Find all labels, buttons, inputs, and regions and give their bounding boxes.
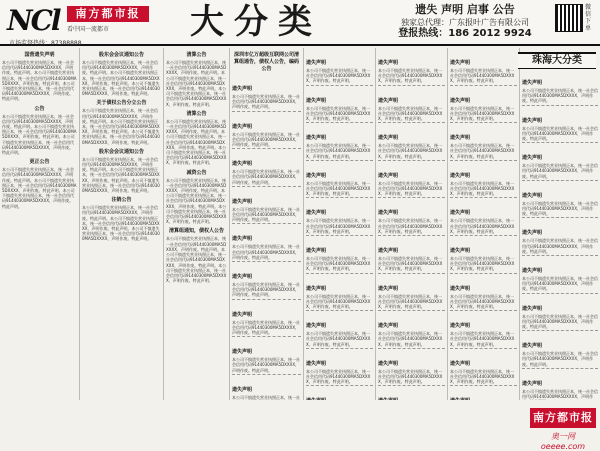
notice-text: 本公司不慎遗失营业执照正本，统一社会信用代码91440300MA5DXXXX，声明作废。特此声明。: [306, 218, 371, 234]
footer-logo: 南方都市报: [530, 408, 596, 428]
notice-item: [306, 48, 373, 86]
notice-item: [232, 300, 301, 338]
notice-item: [450, 86, 517, 124]
notice-text: 本公司不慎遗失营业执照正本，统一社会信用代码91440300MA5DXXXX，声明作废。特此声明。: [522, 313, 598, 330]
section-heading: 关于债权公告分立公告: [96, 100, 147, 107]
notice-item: [450, 198, 517, 236]
body-text: 本公司不慎遗失营业执照正本，统一社会信用代码91440300MA5DXXXX，声明作废。特此声明。本公司不慎遗失营业执照正本，统一社会信用代码91440300MA5DXXXX，声明作废。特此声明。本公司不慎遗失营业执照正本，统一社会信用代码91440300MA5DXXXX，声明作废。特此声明。: [2, 113, 77, 156]
notice-item: [378, 198, 445, 236]
notice-item: [522, 369, 598, 400]
notice-item: [306, 349, 373, 387]
notice-label: 遗失声明: [450, 360, 471, 367]
notice-text: 本公司不慎遗失营业执照正本，统一社会信用代码91440300MA5DXXXX，声明作废。特此声明。: [306, 143, 371, 159]
notice-list: [306, 48, 373, 400]
logo-name: 南方都市报: [67, 6, 149, 22]
body-text: 本公司不慎遗失营业执照正本，统一社会信用代码91440300MA5DXXXX，声明作废。特此声明。本公司不慎遗失营业执照正本，统一社会信用代码91440300MA5DXXXX，声明作废。特此声明。本公司不慎遗失营业执照正本，统一社会信用代码91440300MA5DXXXX，声明作废。特此声明。: [166, 60, 227, 107]
column-8: [520, 48, 600, 400]
agent-info: [385, 3, 545, 40]
notice-text: 本公司不慎遗失营业执照正本，统一社会信用代码91440300MA5DXXXX，声明作废。特此声明。: [522, 163, 598, 179]
notice-label: 遗失声明: [378, 323, 399, 330]
notice-item: [306, 274, 373, 312]
notice-label: 遗失声明: [306, 172, 327, 179]
notice-list: [232, 74, 301, 400]
section-heading: 股东会会议通知公告: [98, 148, 144, 155]
notice-label: 遗失声明: [522, 80, 543, 86]
notice-item: [306, 86, 373, 124]
notice-text: 本公司不慎遗失营业执照正本，统一社会信用代码91440300MA5DXXXX，声明作废。特此声明。: [378, 293, 443, 310]
notice-item: [450, 161, 517, 199]
notice-item: [378, 386, 445, 400]
notice-label: 遗失声明: [232, 274, 253, 281]
body-text: 本公司不慎遗失营业执照正本，统一社会信用代码91440300MA5DXXXX，声明作废。特此声明。本公司不慎遗失营业执照正本，统一社会信用代码91440300MA5DXXXX，声明作废。特此声明。本公司不慎遗失营业执照正本，统一社会信用代码91440300MA5DXXXX，声明作废。特此声明。: [166, 118, 227, 166]
notice-item: [522, 181, 598, 219]
notice-text: 本公司不慎遗失营业执照正本，统一社会信用代码91440300MA5DXXXX，声明作废。特此声明。: [378, 143, 443, 159]
notice-label: 遗失声明: [450, 60, 471, 66]
section-heading: 深圳市亿万超级互联网公司清算组通告，债权人公告，编码公告: [233, 52, 299, 72]
notice-item: [450, 123, 517, 161]
notice-item: [232, 112, 301, 150]
body-text: 本公司不慎遗失营业执照正本，统一社会信用代码91440300MA5DXXXX，声明作废。特此声明。本公司不慎遗失营业执照正本，统一社会信用代码91440300MA5DXXXX，声明作废。特此声明。本公司不慎遗失营业执照正本，统一社会信用代码91440300MA5DXXXX，声明作废。特此声明。: [82, 60, 160, 97]
notice-label: 遗失声明: [232, 311, 253, 318]
section-heading: 减资公告: [186, 169, 207, 176]
section-heading: 注销公告: [111, 197, 132, 204]
body-text: 本公司不慎遗失营业执照正本，统一社会信用代码91440300MA5DXXXX，声明作废。特此声明。本公司不慎遗失营业执照正本，统一社会信用代码91440300MA5DXXXX，声明作废。特此声明。本公司不慎遗失营业执照正本，统一社会信用代码91440300MA5DXXXX，声明作废。特此声明。: [2, 60, 77, 102]
logo-mark: NCl: [7, 4, 60, 37]
notice-label: 遗失声明: [450, 323, 471, 330]
notice-text: 本公司不慎遗失营业执照正本，统一社会信用代码91440300MA5DXXXX，声明作废。特此声明。: [378, 331, 443, 347]
notice-item: [522, 106, 598, 144]
notice-item: [232, 149, 301, 187]
notice-item: [232, 187, 301, 225]
notice-item: [378, 349, 445, 387]
notice-label: 遗失声明: [232, 123, 253, 130]
notice-item: [522, 218, 598, 256]
notice-label: 遗失声明: [378, 97, 399, 104]
notice-item: [378, 48, 445, 86]
notice-label: 遗失声明: [306, 60, 327, 66]
notice-label: 遗失声明: [450, 135, 471, 142]
section-heading: 股东会会议通知公告: [98, 52, 144, 58]
notice-item: [522, 68, 598, 106]
notice-text: 本公司不慎遗失营业执照正本，统一社会信用代码91440300MA5DXXXX，声明作废。特此声明。: [306, 331, 371, 347]
column-5: [304, 48, 376, 400]
notice-text: 本公司不慎遗失营业执照正本，统一社会信用代码91440300MA5DXXXX，声明作废。特此声明。: [450, 68, 515, 84]
notice-text: 本公司不慎遗失营业执照正本，统一社会信用代码91440300MA5DXXXX，声明作废。特此声明。: [378, 256, 443, 272]
body-text: 本公司不慎遗失营业执照正本，统一社会信用代码91440300MA5DXXXX，声明作废。特此声明。本公司不慎遗失营业执照正本，统一社会信用代码91440300MA5DXXXX，声明作废。特此声明。本公司不慎遗失营业执照正本，统一社会信用代码91440300MA5DXXXX，声明作废。特此声明。: [166, 236, 227, 284]
notice-text: 本公司不慎遗失营业执照正本，统一社会信用代码91440300MA5DXXXX，声明作废。特此声明。: [306, 256, 371, 272]
page-header: [0, 0, 600, 46]
notice-text: 本公司不慎遗失营业执照正本，统一社会信用代码91440300MA5DXXXX，声明作废。特此声明。: [522, 276, 598, 292]
notice-label: 遗失声明: [450, 97, 471, 104]
page-title: 大分类: [190, 2, 322, 42]
supervision-hotline: 市场监督热线：87388888: [9, 40, 82, 47]
notice-text: 本公司不慎遗失营业执照正本，统一社会信用代码91440300MA5DXXXX，声明作废。特此声明。: [450, 293, 515, 310]
notice-label: 遗失声明: [450, 210, 471, 217]
notice-label: 遗失声明: [378, 60, 399, 66]
notice-item: [450, 349, 517, 387]
section-heading: 清算组通知，债权人公告: [168, 228, 224, 235]
notice-item: [306, 161, 373, 199]
notice-item: [306, 311, 373, 349]
notice-text: 本公司不慎遗失营业执照正本，统一社会信用代码91440300MA5DXXXX，声明作废。特此声明。: [232, 206, 300, 223]
notice-label: 遗失声明: [306, 97, 327, 104]
notice-label: 遗失声明: [450, 248, 471, 255]
notice-text: 本公司不慎遗失营业执照正本，统一社会信用代码91440300MA5DXXXX，声明作废。特此声明。: [378, 105, 443, 122]
notice-item: [306, 236, 373, 274]
column-6: [376, 48, 448, 400]
notice-item: [522, 294, 598, 332]
notice-label: 遗失声明: [378, 135, 399, 142]
notice-text: 本公司不慎遗失营业执照正本，统一社会信用代码91440300MA5DXXXX，声明作废。特此声明。: [232, 94, 300, 110]
notice-label: 遗失声明: [522, 268, 543, 275]
notice-text: 本公司不慎遗失营业执照正本，统一社会信用代码91440300MA5DXXXX，声明作废。特此声明。: [450, 368, 515, 385]
notice-item: [450, 236, 517, 274]
notice-item: [450, 274, 517, 312]
notice-text: 本公司不慎遗失营业执照正本，统一社: [232, 394, 300, 400]
notice-item: [232, 262, 301, 300]
notice-item: [306, 386, 373, 400]
notice-text: 本公司不慎遗失营业执照正本，统一社会信用代码91440300MA5DXXXX，声明作废。特此声明。: [450, 105, 515, 122]
notice-text: 本公司不慎遗失营业执照正本，统一社会信用代码91440300MA5DXXXX，声明作废。特此声明。: [522, 200, 598, 217]
body-text: 本公司不慎遗失营业执照正本，统一社会信用代码91440300MA5DXXXX，声明作废。特此声明。本公司不慎遗失营业执照正本，统一社会信用代码91440300MA5DXXXX，声明作废。特此声明。本公司不慎遗失营业执照正本，统一社会信用代码91440300MA5DXXXX，声明作废。特此声明。: [166, 177, 227, 225]
notice-label: 遗失声明: [522, 343, 543, 350]
notice-label: 遗失声明: [306, 323, 327, 330]
notice-types: 遗失 声明 启事 公告: [415, 3, 515, 16]
notice-item: [378, 236, 445, 274]
notice-label: 遗失声明: [378, 172, 399, 179]
notice-item: [378, 86, 445, 124]
notice-item: [522, 331, 598, 369]
notice-item: [232, 337, 301, 375]
notice-list: [378, 48, 445, 400]
notice-text: 本公司不慎遗失营业执照正本，统一社会信用代码91440300MA5DXXXX，声明作废。特此声明。: [450, 331, 515, 347]
notice-text: 本公司不慎遗失营业执照正本，统一社会信用代码91440300MA5DXXXX，声明作废。特此声明。: [306, 68, 371, 84]
notice-item: [378, 311, 445, 349]
notice-label: 遗失声明: [522, 117, 543, 124]
agent-label: 独家总代理：广东报叶广告有限公司: [401, 18, 529, 27]
notice-item: [306, 198, 373, 236]
column-3: [164, 48, 230, 400]
notice-text: 本公司不慎遗失营业执照正本，统一社会信用代码91440300MA5DXXXX，声明作废。特此声明。: [450, 180, 515, 197]
notice-text: 本公司不慎遗失营业执照正本，统一社会信用代码91440300MA5DXXXX，声明作废。特此声明。: [232, 357, 300, 373]
site-watermark: 奥一网 oeeee.com: [540, 432, 586, 451]
notice-label: 遗失声明: [306, 360, 327, 367]
notice-text: 本公司不慎遗失营业执照正本，统一社会信用代码91440300MA5DXXXX，声明作废。特此声明。: [232, 131, 300, 148]
column-7: [448, 48, 520, 400]
column-2: [80, 48, 164, 400]
section-heading: 清算公告: [186, 110, 207, 117]
notice-list: [450, 48, 517, 400]
notice-label: 遗失声明: [232, 349, 253, 356]
body-text: 本公司不慎遗失营业执照正本，统一社会信用代码91440300MA5DXXXX，声明作废。特此声明。本公司不慎遗失营业执照正本，统一社会信用代码91440300MA5DXXXX，声明作废。特此声明。本公司不慎遗失营业执照正本，统一社会信用代码91440300MA5DXXXX，声明作废。特此声明。: [2, 167, 77, 209]
notice-label: 遗失声明: [378, 360, 399, 367]
notice-label: 遗失声明: [306, 285, 327, 292]
notice-item: [232, 74, 301, 112]
notice-label: 遗失声明: [522, 380, 543, 387]
notice-label: 遗失声明: [232, 236, 253, 243]
notice-text: 本公司不慎遗失营业执照正本，统一社会信用代码91440300MA5DXXXX，声明作废。特此声明。: [450, 143, 515, 159]
qr-code-icon[interactable]: [555, 4, 583, 32]
notice-item: [378, 161, 445, 199]
notice-text: 本公司不慎遗失营业执照正本，统一社会信用代码91440300MA5DXXXX，声明作废。特此声明。: [232, 169, 300, 185]
notice-label: 遗失声明: [522, 192, 543, 199]
notice-label: 遗失声明: [306, 210, 327, 217]
notice-item: [522, 143, 598, 181]
notice-text: 本公司不慎遗失营业执照正本，统一社会信用代码91440300MA5DXXXX，声明作废。特此声明。: [232, 319, 300, 336]
notice-text: 本公司不慎遗失营业执照正本，统一社会信用代码91440300MA5DXXXX，声明作废。特此声明。: [522, 351, 598, 367]
notice-text: 本公司不慎遗失营业执照正本，统一社会信用代码91440300MA5DXXXX，声明作废。特此声明。: [306, 105, 371, 122]
notice-text: 本公司不慎遗失营业执照正本，统一社会信用代码91440300MA5DXXXX，声明作废。特此声明。: [522, 238, 598, 254]
classified-page: [0, 48, 600, 451]
notice-label: 遗失声明: [232, 161, 253, 168]
notice-item: [378, 123, 445, 161]
notice-label: 遗失声明: [450, 285, 471, 292]
notice-item: [232, 224, 301, 262]
section-heading: 国营遗失声明: [24, 52, 55, 58]
logo-slogan: 看中国一流都市: [67, 26, 110, 33]
section-heading: 更正公告: [29, 159, 50, 166]
column-1: [0, 48, 80, 400]
notice-label: 遗失声明: [378, 285, 399, 292]
notice-label: 遗失声明: [522, 230, 543, 237]
notice-label: 遗失声明: [306, 248, 327, 255]
notice-label: 遗失声明: [522, 155, 543, 162]
notice-item: [232, 375, 301, 400]
notice-text: 本公司不慎遗失营业执照正本，统一社会信用代码91440300MA5DXXXX，声明作废。特此声明。: [306, 368, 371, 385]
notice-item: [450, 386, 517, 400]
notice-item: [450, 48, 517, 86]
section-heading: 公告: [34, 105, 45, 112]
section-heading: 清算公告: [186, 52, 207, 58]
zhuhai-section-title: 珠海大分类: [518, 52, 596, 69]
notice-item: [522, 256, 598, 294]
notice-text: 本公司不慎遗失营业执照正本，统一社会信用代码91440300MA5DXXXX，声明作废。特此声明。: [232, 282, 300, 298]
notice-label: 遗失声明: [232, 86, 253, 92]
body-text: 本公司不慎遗失营业执照正本，统一社会信用代码91440300MA5DXXXX，声明作废。特此声明。本公司不慎遗失营业执照正本，统一社会信用代码91440300MA5DXXXX，声明作废。特此声明。本公司不慎遗失营业执照正本，统一社会信用代码91440300MA5DXXXX，声明作废。特此声明。: [82, 205, 160, 242]
notice-text: 本公司不慎遗失营业执照正本，统一社会信用代码91440300MA5DXXXX，声明作废。特此声明。: [306, 293, 371, 310]
notice-item: [450, 311, 517, 349]
notice-text: 本公司不慎遗失营业执照正本，统一社会信用代码91440300MA5DXXXX，声明作废。特此声明。: [232, 244, 300, 260]
notice-text: 本公司不慎遗失营业执照正本，统一社会信用代码91440300MA5DXXXX，声明作废。特此声明。: [522, 125, 598, 142]
notice-label: 遗失声明: [450, 172, 471, 179]
notice-text: 本公司不慎遗失营业执照正本，统一社会信用代码91440300MA5DXXXX，声明作废。特此声明。: [450, 256, 515, 272]
body-text: 本公司不慎遗失营业执照正本，统一社会信用代码91440300MA5DXXXX，声明作废。特此声明。本公司不慎遗失营业执照正本，统一社会信用代码91440300MA5DXXXX，声明作废。特此声明。本公司不慎遗失营业执照正本，统一社会信用代码91440300MA5DXXXX，声明作废。特此声明。: [82, 156, 160, 194]
notice-label: 遗失声明: [522, 305, 543, 312]
notice-label: 遗失声明: [232, 198, 253, 205]
notice-item: [306, 123, 373, 161]
notice-label: 遗失声明: [378, 248, 399, 255]
body-text: 本公司不慎遗失营业执照正本，统一社会信用代码91440300MA5DXXXX，声明作废。特此声明。本公司不慎遗失营业执照正本，统一社会信用代码91440300MA5DXXXX，声明作废。特此声明。本公司不慎遗失营业执照正本，统一社会信用代码91440300MA5DXXXX，声明作废。特此声明。: [82, 108, 160, 145]
notice-text: 本公司不慎遗失营业执照正本，统一社会信用代码91440300MA5DXXXX，声明作废。特此声明。: [522, 88, 598, 104]
notice-text: 本公司不慎遗失营业执照正本，统一社会信用代码91440300MA5DXXXX，声明作废。特此声明。: [378, 68, 443, 84]
notice-label: 遗失声明: [232, 386, 253, 393]
notice-list: [522, 68, 598, 400]
notice-label: 遗失声明: [378, 210, 399, 217]
qr-caption: 微信下单: [585, 4, 592, 32]
notice-text: 本公司不慎遗失营业执照正本，统一社会信用代码91440300MA5DXXXX，声明作废。特此声明。: [450, 218, 515, 234]
notice-text: 本公司不慎遗失营业执照正本，统一社会信用代码91440300MA5DXXXX，声明作: [522, 388, 598, 400]
notice-text: 本公司不慎遗失营业执照正本，统一社会信用代码91440300MA5DXXXX，声明作废。特此声明。: [378, 218, 443, 234]
notice-text: 本公司不慎遗失营业执照正本，统一社会信用代码91440300MA5DXXXX，声明作废。特此声明。: [378, 368, 443, 385]
notice-label: 遗失声明: [306, 135, 327, 142]
notice-item: [378, 274, 445, 312]
newspaper-logo: [5, 4, 155, 47]
notice-text: 本公司不慎遗失营业执照正本，统一社会信用代码91440300MA5DXXXX，声明作废。特此声明。: [378, 180, 443, 197]
notice-text: 本公司不慎遗失营业执照正本，统一社会信用代码91440300MA5DXXXX，声明作废。特此声明。: [306, 180, 371, 197]
column-4: [230, 48, 304, 400]
hotline: 登报热线：186 2012 9924: [398, 28, 532, 39]
